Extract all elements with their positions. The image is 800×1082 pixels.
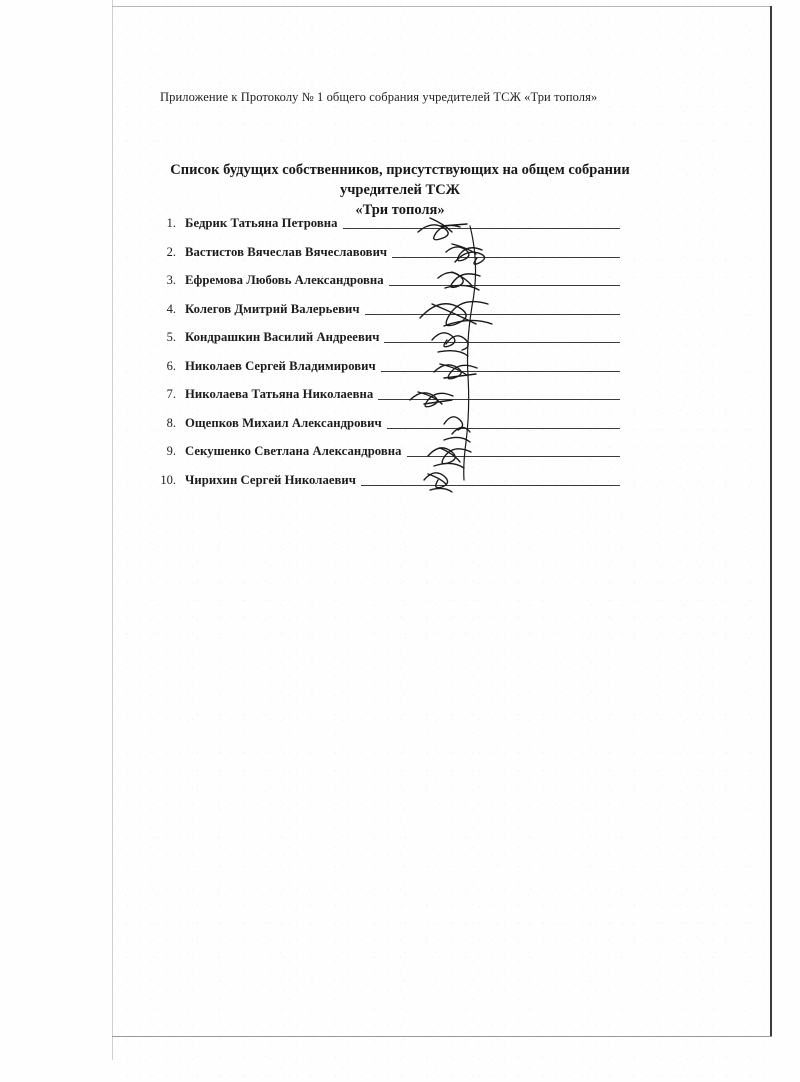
page-edge-bottom — [112, 1036, 772, 1037]
page-edge-right — [770, 6, 772, 1036]
list-item — [150, 216, 620, 245]
list-item — [150, 330, 620, 359]
list-item-number: 7. — [166, 387, 176, 401]
list-item — [150, 359, 620, 388]
list-item-name: Чирихин Сергей Николаевич — [185, 472, 356, 487]
list-item-name: Вастистов Вячеслав Вячеславович — [185, 244, 388, 259]
signature-line — [392, 257, 620, 258]
signature-line — [381, 371, 620, 372]
list-item-number: 5. — [166, 330, 176, 344]
list-item — [150, 273, 620, 302]
list-item-number: 8. — [166, 415, 176, 430]
list-item-number: 6. — [166, 358, 176, 373]
list-item-number: 9. — [166, 444, 176, 458]
list-item-name: Николаева Татьяна Николаевна — [185, 387, 374, 401]
list-item-name: Ощепков Михаил Александрович — [185, 415, 382, 430]
list-item-name: Николаев Сергей Владимирович — [185, 358, 376, 373]
participant-list — [150, 216, 620, 501]
list-item-number: 10. — [160, 472, 176, 487]
signature-line — [378, 399, 620, 400]
list-item-number: 3. — [166, 273, 176, 287]
signature-line — [343, 228, 620, 229]
signature-line — [365, 314, 620, 315]
list-item — [150, 245, 620, 274]
page-edge-top — [112, 6, 770, 7]
page-title — [130, 160, 670, 220]
document-header: Приложение к Протоколу № 1 общего собрания учредителей ТСЖ «Три тополя» — [160, 90, 598, 104]
list-item — [150, 387, 620, 416]
list-item-name: Бедрик Татьяна Петровна — [185, 216, 338, 230]
list-item — [150, 416, 620, 445]
list-item — [150, 302, 620, 331]
list-item-name: Ефремова Любовь Александровна — [185, 273, 384, 287]
list-item-number: 4. — [166, 301, 176, 316]
list-item-name: Колегов Дмитрий Валерьевич — [185, 301, 360, 316]
list-item-number: 1. — [166, 216, 176, 230]
signature-line — [384, 342, 620, 343]
signature-line — [389, 285, 620, 286]
page-edge-left — [112, 0, 113, 1060]
list-item-number: 2. — [166, 244, 176, 259]
list-item — [150, 473, 620, 502]
list-item — [150, 444, 620, 473]
list-item-name: Кондрашкин Василий Андреевич — [185, 330, 380, 344]
list-item-name: Секушенко Светлана Александровна — [185, 444, 402, 458]
page-title-line-1: Список будущих собственников, присутствующих на общем собрании учредителей ТСЖ — [170, 162, 630, 198]
signature-line — [407, 456, 620, 457]
signature-line — [361, 485, 620, 486]
page-title-line-2: «Три тополя» — [355, 202, 445, 218]
signature-line — [387, 428, 620, 429]
